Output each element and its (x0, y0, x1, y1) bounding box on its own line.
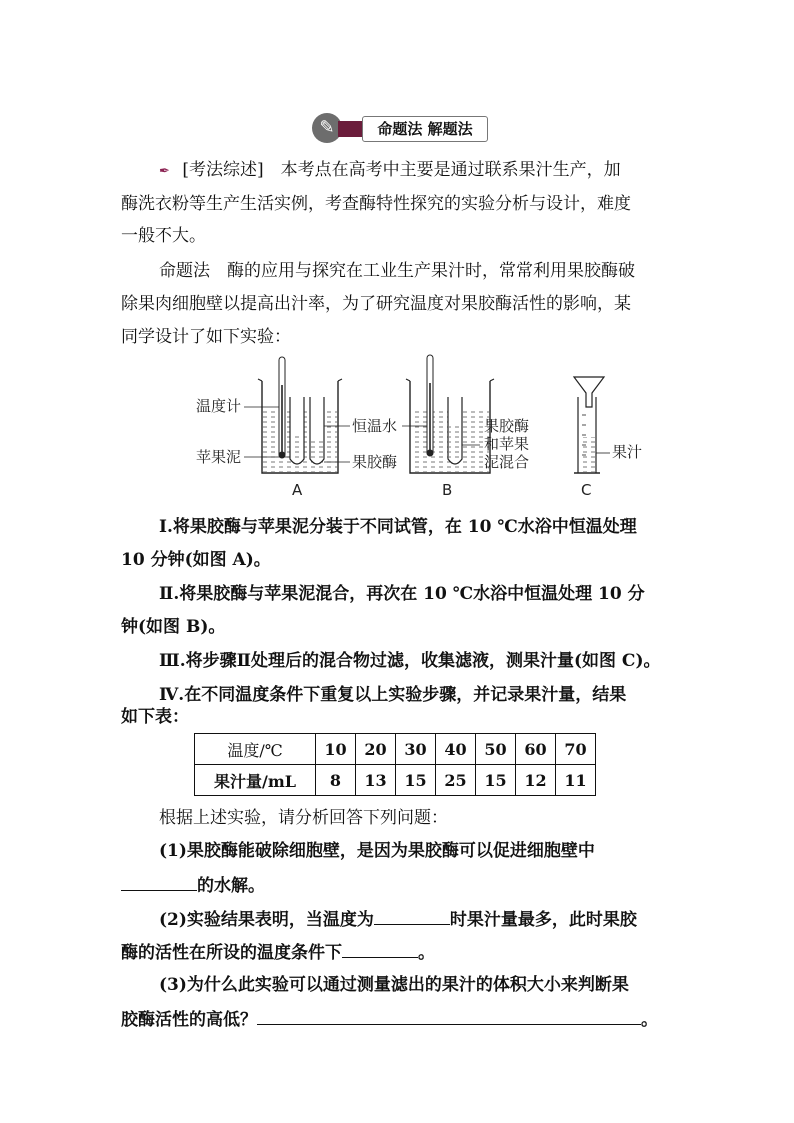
label-pectinase: 果胶酶 (352, 453, 398, 471)
graduated-cylinder-c (574, 377, 604, 473)
results-table (194, 733, 596, 796)
beaker-b (406, 355, 494, 473)
table-cell: 13 (356, 765, 396, 796)
question-1-line-2: 的水解。 (121, 874, 265, 896)
intro-line-2: 除果肉细胞壁以提高出汁率，为了研究温度对果胶酶活性的影响，某 (121, 294, 631, 314)
table-cell: 15 (476, 765, 516, 796)
table-cell: 10 (316, 734, 356, 765)
table-cell: 8 (316, 765, 356, 796)
answer-blank-2[interactable] (374, 908, 450, 925)
table-cell: 15 (396, 765, 436, 796)
answer-blank-1[interactable] (121, 874, 197, 891)
table-cell: 40 (436, 734, 476, 765)
step-4-line-2: 如下表： (121, 707, 189, 727)
step-2-line-1: Ⅱ.将果胶酶与苹果泥混合，再次在 10 ℃水浴中恒温处理 10 分 (159, 584, 645, 604)
answer-blank-3[interactable] (342, 941, 418, 958)
table-cell: 70 (556, 734, 596, 765)
table-cell: 11 (556, 765, 596, 796)
table-cell: 25 (436, 765, 476, 796)
question-3-line-1: (3)为什么此实验可以通过测量滤出的果汁的体积大小来判断果 (159, 975, 629, 995)
panel-label-a: A (292, 481, 303, 499)
label-mixture-1: 果胶酶 (484, 417, 530, 435)
table-cell: 20 (356, 734, 396, 765)
step-3-line-1: Ⅲ.将步骤Ⅱ处理后的混合物过滤，收集滤液，测果汁量(如图 C)。 (159, 651, 661, 671)
step-1-line-2: 10 分钟(如图 A)。 (121, 550, 271, 570)
intro-line-3: 同学设计了如下实验： (121, 327, 291, 347)
panel-label-c: C (581, 481, 592, 499)
step-2-line-2: 钟(如图 B)。 (121, 617, 226, 637)
row-header-juice-volume: 果汁量/mL (195, 765, 316, 796)
question-lead: 根据上述实验，请分析回答下列问题： (159, 808, 448, 828)
table-row (195, 765, 596, 796)
section-banner (312, 113, 488, 143)
step-1-line-1: Ⅰ.将果胶酶与苹果泥分装于不同试管，在 10 ℃水浴中恒温处理 (159, 517, 637, 537)
label-mixture-3: 泥混合 (484, 453, 530, 471)
label-mixture-2: 和苹果 (484, 435, 530, 453)
label-thermometer: 温度计 (196, 397, 242, 415)
overview-line-3: 一般不大。 (121, 226, 206, 246)
answer-blank-4[interactable] (257, 1008, 641, 1025)
table-cell: 60 (516, 734, 556, 765)
overview-line-2: 酶洗衣粉等生产生活实例，考查酶特性探究的实验分析与设计，难度 (121, 194, 631, 214)
row-header-temperature: 温度/℃ (195, 734, 316, 765)
overview-line-1: ✒ [考法综述] 本考点在高考中主要是通过联系果汁生产，加 (159, 160, 621, 180)
intro-line-1: 命题法 酶的应用与探究在工业生产果汁时，常常利用果胶酶破 (159, 261, 635, 281)
label-juice: 果汁 (612, 443, 643, 461)
question-2-line-1: (2)实验结果表明，当温度为 时果汁量最多，此时果胶 (159, 910, 637, 930)
step-4-line-1: Ⅳ.在不同温度条件下重复以上实验步骤，并记录果汁量，结果 (159, 685, 627, 705)
question-1-line-1: (1)果胶酶能破除细胞壁，是因为果胶酶可以促进细胞壁中 (159, 841, 595, 861)
beaker-a (258, 357, 342, 473)
question-3-line-2: 胶酶活性的高低？ 。 (121, 1010, 658, 1030)
pen-icon: ✎ (312, 113, 342, 143)
question-2-line-2: 酶的活性在所设的温度条件下 。 (121, 943, 435, 963)
panel-label-b: B (442, 481, 453, 499)
pen-nib-icon: ✒ (159, 164, 170, 179)
table-cell: 30 (396, 734, 436, 765)
table-row (195, 734, 596, 765)
table-cell: 12 (516, 765, 556, 796)
table-cell: 50 (476, 734, 516, 765)
label-apple-puree: 苹果泥 (196, 448, 242, 466)
banner-title: 命题法 解题法 (362, 116, 488, 142)
experiment-figure (190, 345, 650, 500)
label-constant-water: 恒温水 (352, 417, 398, 435)
